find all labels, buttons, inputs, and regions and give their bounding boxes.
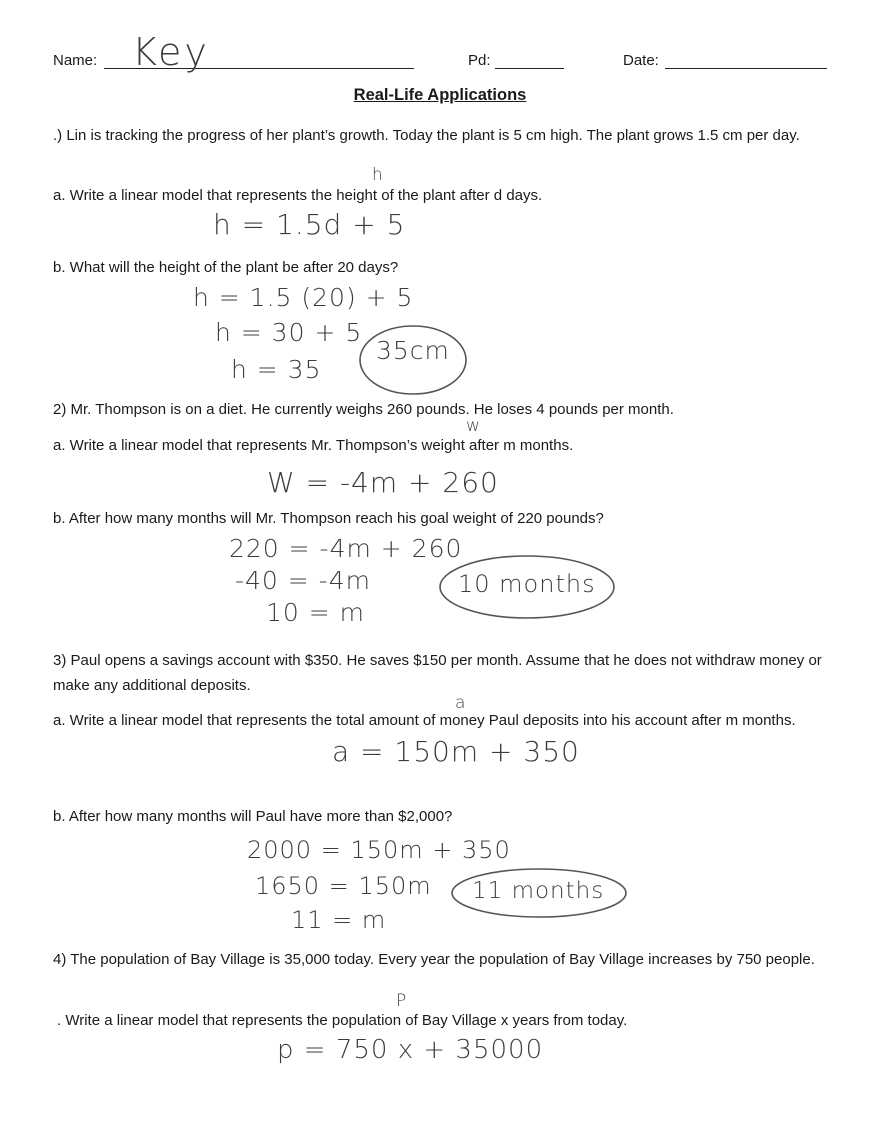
problem-3b-work-line: 2000 = 150m + 350 xyxy=(247,836,511,864)
problem-1b-work-line: h = 30 + 5 xyxy=(215,318,363,347)
problem-1-prompt: .) Lin is tracking the progress of her plant’s growth. Today the plant is 5 cm high. The plant grows 1.5 cm per day. xyxy=(53,127,800,144)
problem-1b-work-line: h = 1.5 (20) + 5 xyxy=(193,283,414,312)
pd-line xyxy=(495,68,564,69)
date-line xyxy=(665,68,827,69)
problem-4a-answer: p = 750 x + 35000 xyxy=(277,1035,544,1065)
problem-2b-question: b. After how many months will Mr. Thompson reach his goal weight of 220 pounds? xyxy=(53,510,604,527)
problem-1b-final-answer: 35cm xyxy=(376,336,450,365)
problem-1a-question: a. Write a linear model that represents the height of the plant after d days. xyxy=(53,187,543,204)
problem-2a-question: a. Write a linear model that represents Mr. Thompson’s weight after m months. xyxy=(53,437,574,454)
problem-2a-answer: W = -4m + 260 xyxy=(267,466,499,499)
pd-label: Pd: xyxy=(468,52,491,69)
problem-1b-question: b. What will the height of the plant be after 20 days? xyxy=(53,259,399,276)
problem-2b-work-line: -40 = -4m xyxy=(235,566,371,595)
problem-4a-question: . Write a linear model that represents the population of Bay Village x years from today. xyxy=(57,1012,628,1029)
page-title: Real-Life Applications xyxy=(353,86,527,104)
problem-4a-variable-note: P xyxy=(396,991,408,1011)
problem-3b-work-line: 11 = m xyxy=(291,906,387,934)
problem-4-prompt: 4) The population of Bay Village is 35,000 today. Every year the population of Bay Village increases by 750 people. xyxy=(53,951,815,968)
problem-3b-final-answer: 11 months xyxy=(472,878,605,904)
problem-3a-variable-note: a xyxy=(455,693,467,713)
problem-2b-work-line: 220 = -4m + 260 xyxy=(229,534,463,563)
problem-3a-answer: a = 150m + 350 xyxy=(332,735,580,768)
problem-1a-variable-note: h xyxy=(372,165,384,185)
problem-2b-final-answer: 10 months xyxy=(458,570,596,598)
problem-2b-work-line: 10 = m xyxy=(266,598,366,627)
name-handwritten: Key xyxy=(132,30,210,74)
problem-2-prompt: 2) Mr. Thompson is on a diet. He currently weighs 260 pounds. He loses 4 pounds per month. xyxy=(53,401,674,418)
problem-3b-work-line: 1650 = 150m xyxy=(255,872,432,900)
problem-1a-answer: h = 1.5d + 5 xyxy=(213,208,406,241)
problem-3a-question: a. Write a linear model that represents the total amount of money Paul deposits into his account after m months. xyxy=(53,712,796,729)
problem-3b-question: b. After how many months will Paul have more than $2,000? xyxy=(53,808,453,825)
name-label: Name: xyxy=(53,52,98,69)
problem-1b-work-line: h = 35 xyxy=(231,355,322,384)
problem-2a-variable-note: w xyxy=(466,416,481,436)
date-label: Date: xyxy=(623,52,659,69)
problem-3-prompt: 3) Paul opens a savings account with $350. He saves $150 per month. Assume that he does not withdraw money or make any additional deposits. xyxy=(53,652,822,694)
